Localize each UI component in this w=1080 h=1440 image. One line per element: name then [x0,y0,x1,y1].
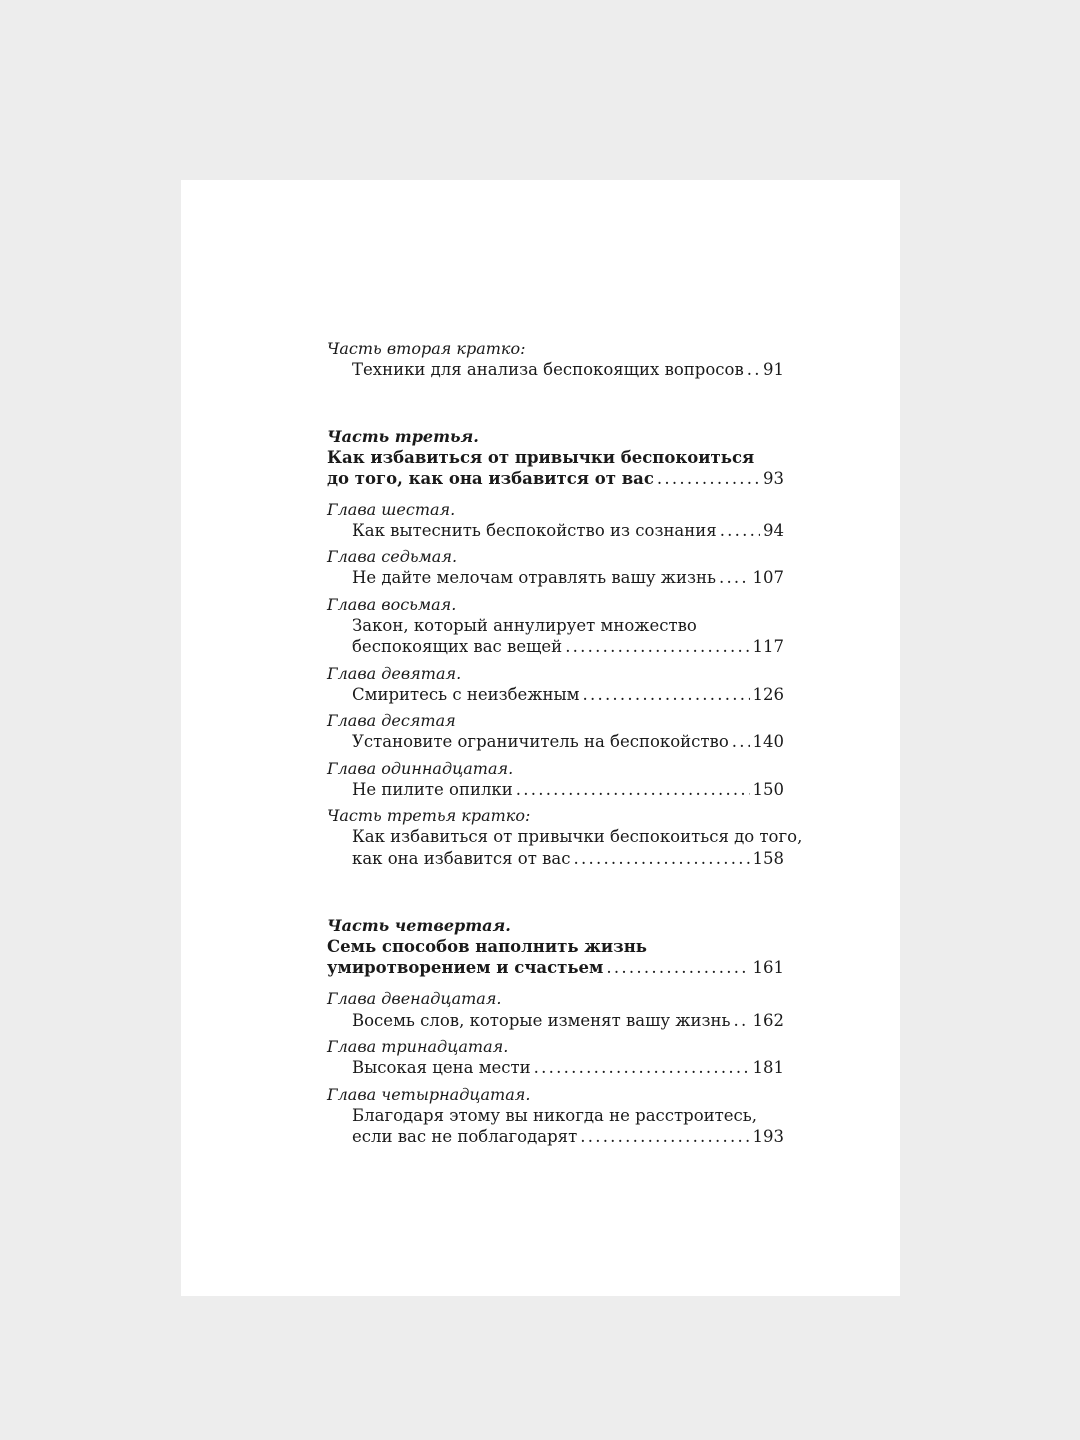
toc-entry-ch8[interactable] [352,637,784,656]
entry-title: Высокая цена мести [352,1058,531,1077]
leader-dots [657,469,760,488]
toc-entry-ch6[interactable] [352,521,784,540]
leader-dots [565,637,749,656]
entry-title: до того, как она избавится от вас [327,469,654,488]
ch7-label: Глава седьмая. [327,547,458,566]
ch12-label: Глава двенадцатая. [327,989,502,1008]
leader-dots [747,360,760,379]
entry-title: Техники для анализа беспокоящих вопросов [352,360,744,379]
leader-dots [534,1058,750,1077]
toc-entry-part2-summary[interactable] [352,360,784,379]
toc-entry-ch10[interactable] [352,732,784,751]
toc-entry-ch9[interactable] [352,685,784,704]
part2-summary-label: Часть вторая кратко: [327,339,526,358]
ch14-title-line1: Благодаря этому вы никогда не расстроитесь, [352,1106,757,1125]
ch10-label: Глава десятая [327,711,456,730]
toc-entry-ch14[interactable] [352,1127,784,1146]
ch8-title-line1: Закон, который аннулирует множество [352,616,697,635]
leader-dots [720,521,760,540]
entry-title: как она избавится от вас [352,849,571,868]
ch8-label: Глава восьмая. [327,595,457,614]
entry-page: 140 [752,732,784,751]
entry-page: 126 [752,685,784,704]
leader-dots [606,958,749,977]
entry-title: Не пилите опилки [352,780,513,799]
part4-label: Часть четвертая. [327,916,511,935]
entry-title: Смиритесь с неизбежным [352,685,580,704]
toc-entry-ch12[interactable] [352,1011,784,1030]
entry-title: Установите ограничитель на беспокойство [352,732,729,751]
toc-entry-part3[interactable] [327,469,784,488]
leader-dots [580,1127,749,1146]
leader-dots [734,1011,750,1030]
part4-title-line1: Семь способов наполнить жизнь [327,937,647,956]
entry-title: беспокоящих вас вещей [352,637,563,656]
entry-page: 181 [752,1058,784,1077]
entry-title: Восемь слов, которые изменят вашу жизнь [352,1011,731,1030]
part3-title-line1: Как избавиться от привычки беспокоиться [327,448,755,467]
ch9-label: Глава девятая. [327,664,462,683]
entry-title: Как вытеснить беспокойство из сознания [352,521,717,540]
toc-entry-ch13[interactable] [352,1058,784,1077]
entry-page: 193 [752,1127,784,1146]
entry-page: 158 [752,849,784,868]
entry-page: 91 [763,360,784,379]
toc-entry-part3-summary[interactable] [352,849,784,868]
ch14-label: Глава четырнадцатая. [327,1085,531,1104]
entry-page: 107 [752,568,784,587]
entry-page: 117 [752,637,784,656]
toc-entry-part4[interactable] [327,958,784,977]
entry-page: 94 [763,521,784,540]
entry-page: 150 [752,780,784,799]
entry-title: Не дайте мелочам отравлять вашу жизнь [352,568,716,587]
leader-dots [573,849,749,868]
part3-summary-label: Часть третья кратко: [327,806,531,825]
part3-label: Часть третья. [327,427,479,446]
entry-page: 161 [752,958,784,977]
toc-entry-ch11[interactable] [352,780,784,799]
part3-summary-title-line1: Как избавиться от привычки беспокоиться до того, [352,827,803,846]
leader-dots [719,568,750,587]
entry-page: 93 [763,469,784,488]
leader-dots [516,780,750,799]
entry-title: если вас не поблагодарят [352,1127,578,1146]
entry-page: 162 [752,1011,784,1030]
leader-dots [732,732,750,751]
ch13-label: Глава тринадцатая. [327,1037,509,1056]
toc-entry-ch7[interactable] [352,568,784,587]
ch6-label: Глава шестая. [327,500,456,519]
entry-title: умиротворением и счастьем [327,958,604,977]
ch11-label: Глава одиннадцатая. [327,759,514,778]
leader-dots [582,685,749,704]
